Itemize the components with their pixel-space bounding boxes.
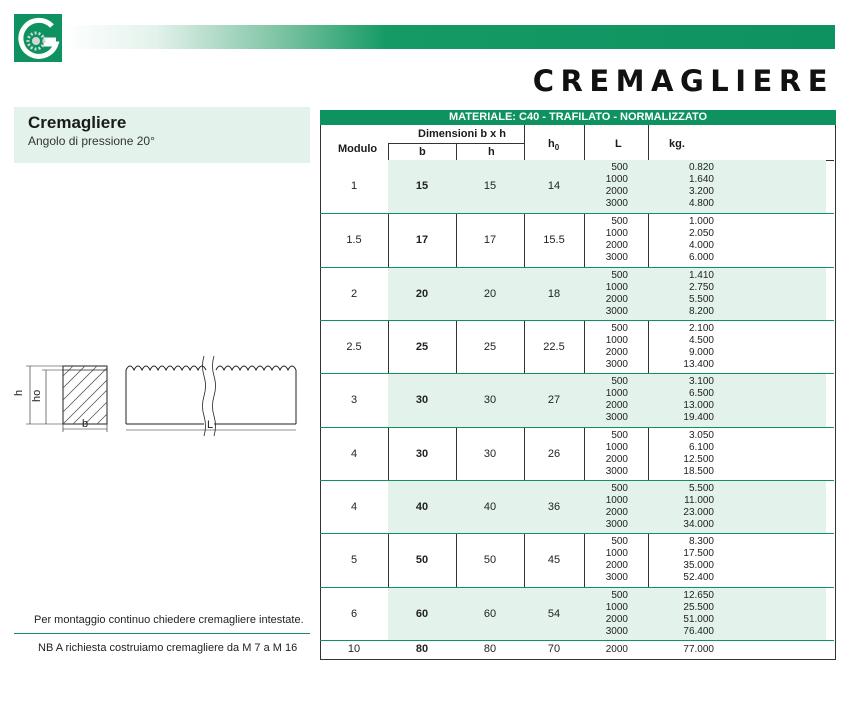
rack-technical-drawing — [14, 348, 304, 443]
length-value: 1000 — [605, 335, 628, 346]
cell-weights — [666, 590, 714, 638]
weight-value: 4.500 — [688, 335, 714, 346]
length-value: 1000 — [605, 602, 628, 613]
cell-ho: 14 — [547, 180, 561, 192]
length-value: 3000 — [605, 412, 628, 423]
cell-modulo: 4 — [350, 501, 358, 513]
cell-weights — [666, 270, 714, 318]
length-value: 500 — [611, 430, 628, 441]
weight-value: 52.400 — [683, 572, 714, 583]
length-value: 2000 — [605, 347, 628, 358]
col-header-b: b — [419, 146, 426, 158]
weight-value: 9.000 — [688, 347, 714, 358]
cell-h: 15 — [483, 180, 497, 192]
table-row — [320, 321, 834, 374]
weight-value: 1.640 — [688, 174, 714, 185]
cell-ho: 45 — [547, 554, 561, 566]
length-value: 3000 — [605, 198, 628, 209]
cell-lengths — [584, 162, 628, 210]
weight-value: 6.000 — [688, 252, 714, 263]
weight-value: 5.500 — [688, 483, 714, 494]
weight-value: 4.000 — [688, 240, 714, 251]
weight-value: 25.500 — [683, 602, 714, 613]
header-vline — [648, 125, 649, 160]
length-value: 2000 — [605, 644, 628, 655]
material-header: MATERIALE: C40 - TRAFILATO - NORMALIZZATO — [320, 110, 836, 125]
weight-value: 5.500 — [688, 294, 714, 305]
header-vline — [456, 143, 457, 160]
cell-h: 25 — [483, 341, 497, 353]
cell-weights — [666, 483, 714, 531]
weight-value: 34.000 — [683, 519, 714, 530]
cell-b: 25 — [415, 341, 429, 353]
cell-h: 40 — [483, 501, 497, 513]
cell-modulo: 4 — [350, 448, 358, 460]
length-value: 3000 — [605, 626, 628, 637]
cell-ho: 36 — [547, 501, 561, 513]
table-row — [320, 160, 834, 214]
cell-weights — [666, 430, 714, 478]
cell-b: 50 — [415, 554, 429, 566]
length-value: 2000 — [605, 454, 628, 465]
weight-value: 12.650 — [683, 590, 714, 601]
cell-lengths — [584, 376, 628, 424]
cell-ho: 18 — [547, 288, 561, 300]
weight-value: 17.500 — [683, 548, 714, 559]
header-banner — [62, 25, 835, 49]
length-value: 500 — [611, 270, 628, 281]
cell-modulo: 2 — [350, 288, 358, 300]
cell-ho: 26 — [547, 448, 561, 460]
weight-value: 13.000 — [683, 400, 714, 411]
weight-value: 6.100 — [688, 442, 714, 453]
length-value: 1000 — [605, 442, 628, 453]
cell-h: 17 — [483, 234, 497, 246]
weight-value: 77.000 — [683, 644, 714, 655]
weight-value: 8.200 — [688, 306, 714, 317]
length-value: 2000 — [605, 614, 628, 625]
product-subtitle: Angolo di pressione 20° — [28, 134, 155, 148]
cell-modulo: 5 — [350, 554, 358, 566]
weight-value: 3.050 — [688, 430, 714, 441]
cell-modulo: 3 — [350, 394, 358, 406]
weight-value: 8.300 — [688, 536, 714, 547]
cell-modulo: 1.5 — [346, 234, 362, 246]
weight-value: 13.400 — [683, 359, 714, 370]
cell-h: 30 — [483, 394, 497, 406]
length-value: 500 — [611, 216, 628, 227]
weight-value: 2.750 — [688, 282, 714, 293]
cell-b: 30 — [415, 448, 429, 460]
cell-ho: 22.5 — [543, 341, 565, 353]
weight-value: 6.500 — [688, 388, 714, 399]
length-value: 2000 — [605, 186, 628, 197]
cell-weights — [666, 323, 714, 371]
cell-lengths — [584, 216, 628, 264]
note-continuous-assembly: Per montaggio continuo chiedere cremagliere intestate. — [34, 614, 304, 626]
weight-value: 2.100 — [688, 323, 714, 334]
cell-h: 50 — [483, 554, 497, 566]
header-vline — [388, 143, 389, 160]
dim-label-h: h — [14, 389, 25, 396]
col-header-ho — [548, 138, 559, 152]
cell-b: 15 — [415, 180, 429, 192]
cell-b: 40 — [415, 501, 429, 513]
cell-h: 80 — [483, 643, 497, 655]
table-row — [320, 534, 834, 588]
cell-weights — [666, 644, 714, 656]
length-value: 1000 — [605, 282, 628, 293]
cell-lengths — [584, 644, 628, 656]
length-value: 1000 — [605, 388, 628, 399]
dim-label-b: b — [82, 418, 89, 430]
cell-modulo: 10 — [347, 643, 361, 655]
page-title: CREMAGLIERE — [532, 64, 834, 98]
length-value: 1000 — [605, 174, 628, 185]
length-value: 3000 — [605, 306, 628, 317]
weight-value: 51.000 — [683, 614, 714, 625]
cell-b: 60 — [415, 608, 429, 620]
length-value: 1000 — [605, 228, 628, 239]
weight-value: 3.200 — [688, 186, 714, 197]
weight-value: 18.500 — [683, 466, 714, 477]
length-value: 500 — [611, 536, 628, 547]
length-value: 3000 — [605, 519, 628, 530]
cell-lengths — [584, 430, 628, 478]
weight-value: 76.400 — [683, 626, 714, 637]
cell-b: 17 — [415, 234, 429, 246]
col-header-dimensions: Dimensioni b x h — [418, 128, 507, 140]
length-value: 3000 — [605, 252, 628, 263]
length-value: 500 — [611, 376, 628, 387]
length-value: 2000 — [605, 294, 628, 305]
length-value: 500 — [611, 590, 628, 601]
weight-value: 19.400 — [683, 412, 714, 423]
length-value: 2000 — [605, 240, 628, 251]
cell-ho: 54 — [547, 608, 561, 620]
weight-value: 12.500 — [683, 454, 714, 465]
cell-ho: 15.5 — [543, 234, 565, 246]
weight-value: 2.050 — [688, 228, 714, 239]
length-value: 2000 — [605, 560, 628, 571]
cell-b: 30 — [415, 394, 429, 406]
col-header-kg: kg. — [669, 138, 685, 150]
weight-value: 4.800 — [688, 198, 714, 209]
cell-modulo: 1 — [350, 180, 358, 192]
length-value: 500 — [611, 483, 628, 494]
cell-lengths — [584, 536, 628, 584]
cell-weights — [666, 376, 714, 424]
cell-h: 20 — [483, 288, 497, 300]
length-value: 1000 — [605, 548, 628, 559]
weight-value: 3.100 — [688, 376, 714, 387]
weight-value: 1.000 — [688, 216, 714, 227]
col-header-modulo: Modulo — [338, 143, 378, 155]
weight-value: 11.000 — [684, 495, 714, 506]
length-value: 1000 — [605, 495, 628, 506]
note-custom-modules: NB A richiesta costruiamo cremagliere da M 7 a M 16 — [38, 642, 298, 654]
weight-value: 1.410 — [688, 270, 714, 281]
product-name: Cremagliere — [28, 113, 127, 132]
weight-value: 23.000 — [683, 507, 714, 518]
header-vline — [524, 125, 525, 160]
table-row — [320, 481, 834, 534]
cell-ho: 70 — [547, 643, 561, 655]
cell-h: 60 — [483, 608, 497, 620]
cell-modulo: 2.5 — [346, 341, 362, 353]
weight-value: 0.820 — [688, 162, 714, 173]
cell-lengths — [584, 323, 628, 371]
cell-h: 30 — [483, 448, 497, 460]
cell-modulo: 6 — [350, 608, 358, 620]
table-row — [320, 268, 834, 321]
cell-weights — [666, 536, 714, 584]
cell-lengths — [584, 270, 628, 318]
col-header-ho-sub: 0 — [554, 143, 560, 153]
company-logo — [14, 14, 62, 62]
table-row — [320, 214, 834, 268]
length-value: 3000 — [605, 572, 628, 583]
col-header-L: L — [615, 138, 622, 150]
product-info-box — [14, 107, 310, 163]
cell-weights — [666, 162, 714, 210]
length-value: 500 — [611, 162, 628, 173]
length-value: 2000 — [605, 507, 628, 518]
weight-value: 35.000 — [683, 560, 714, 571]
length-value: 2000 — [605, 400, 628, 411]
cell-b: 20 — [415, 288, 429, 300]
cell-lengths — [584, 590, 628, 638]
cell-lengths — [584, 483, 628, 531]
table-row — [320, 374, 834, 428]
cell-ho: 27 — [547, 394, 561, 406]
table-row — [320, 641, 834, 659]
col-header-ho-main: h — [548, 138, 555, 150]
cell-weights — [666, 216, 714, 264]
length-value: 3000 — [605, 359, 628, 370]
cell-b: 80 — [415, 643, 429, 655]
table-row — [320, 588, 834, 641]
dim-label-ho: ho — [31, 389, 43, 402]
col-header-h: h — [488, 146, 495, 158]
length-value: 3000 — [605, 466, 628, 477]
length-value: 500 — [611, 323, 628, 334]
divider — [14, 633, 310, 634]
dim-label-L: L — [207, 419, 214, 431]
table-row — [320, 428, 834, 481]
header-vline — [584, 125, 585, 160]
